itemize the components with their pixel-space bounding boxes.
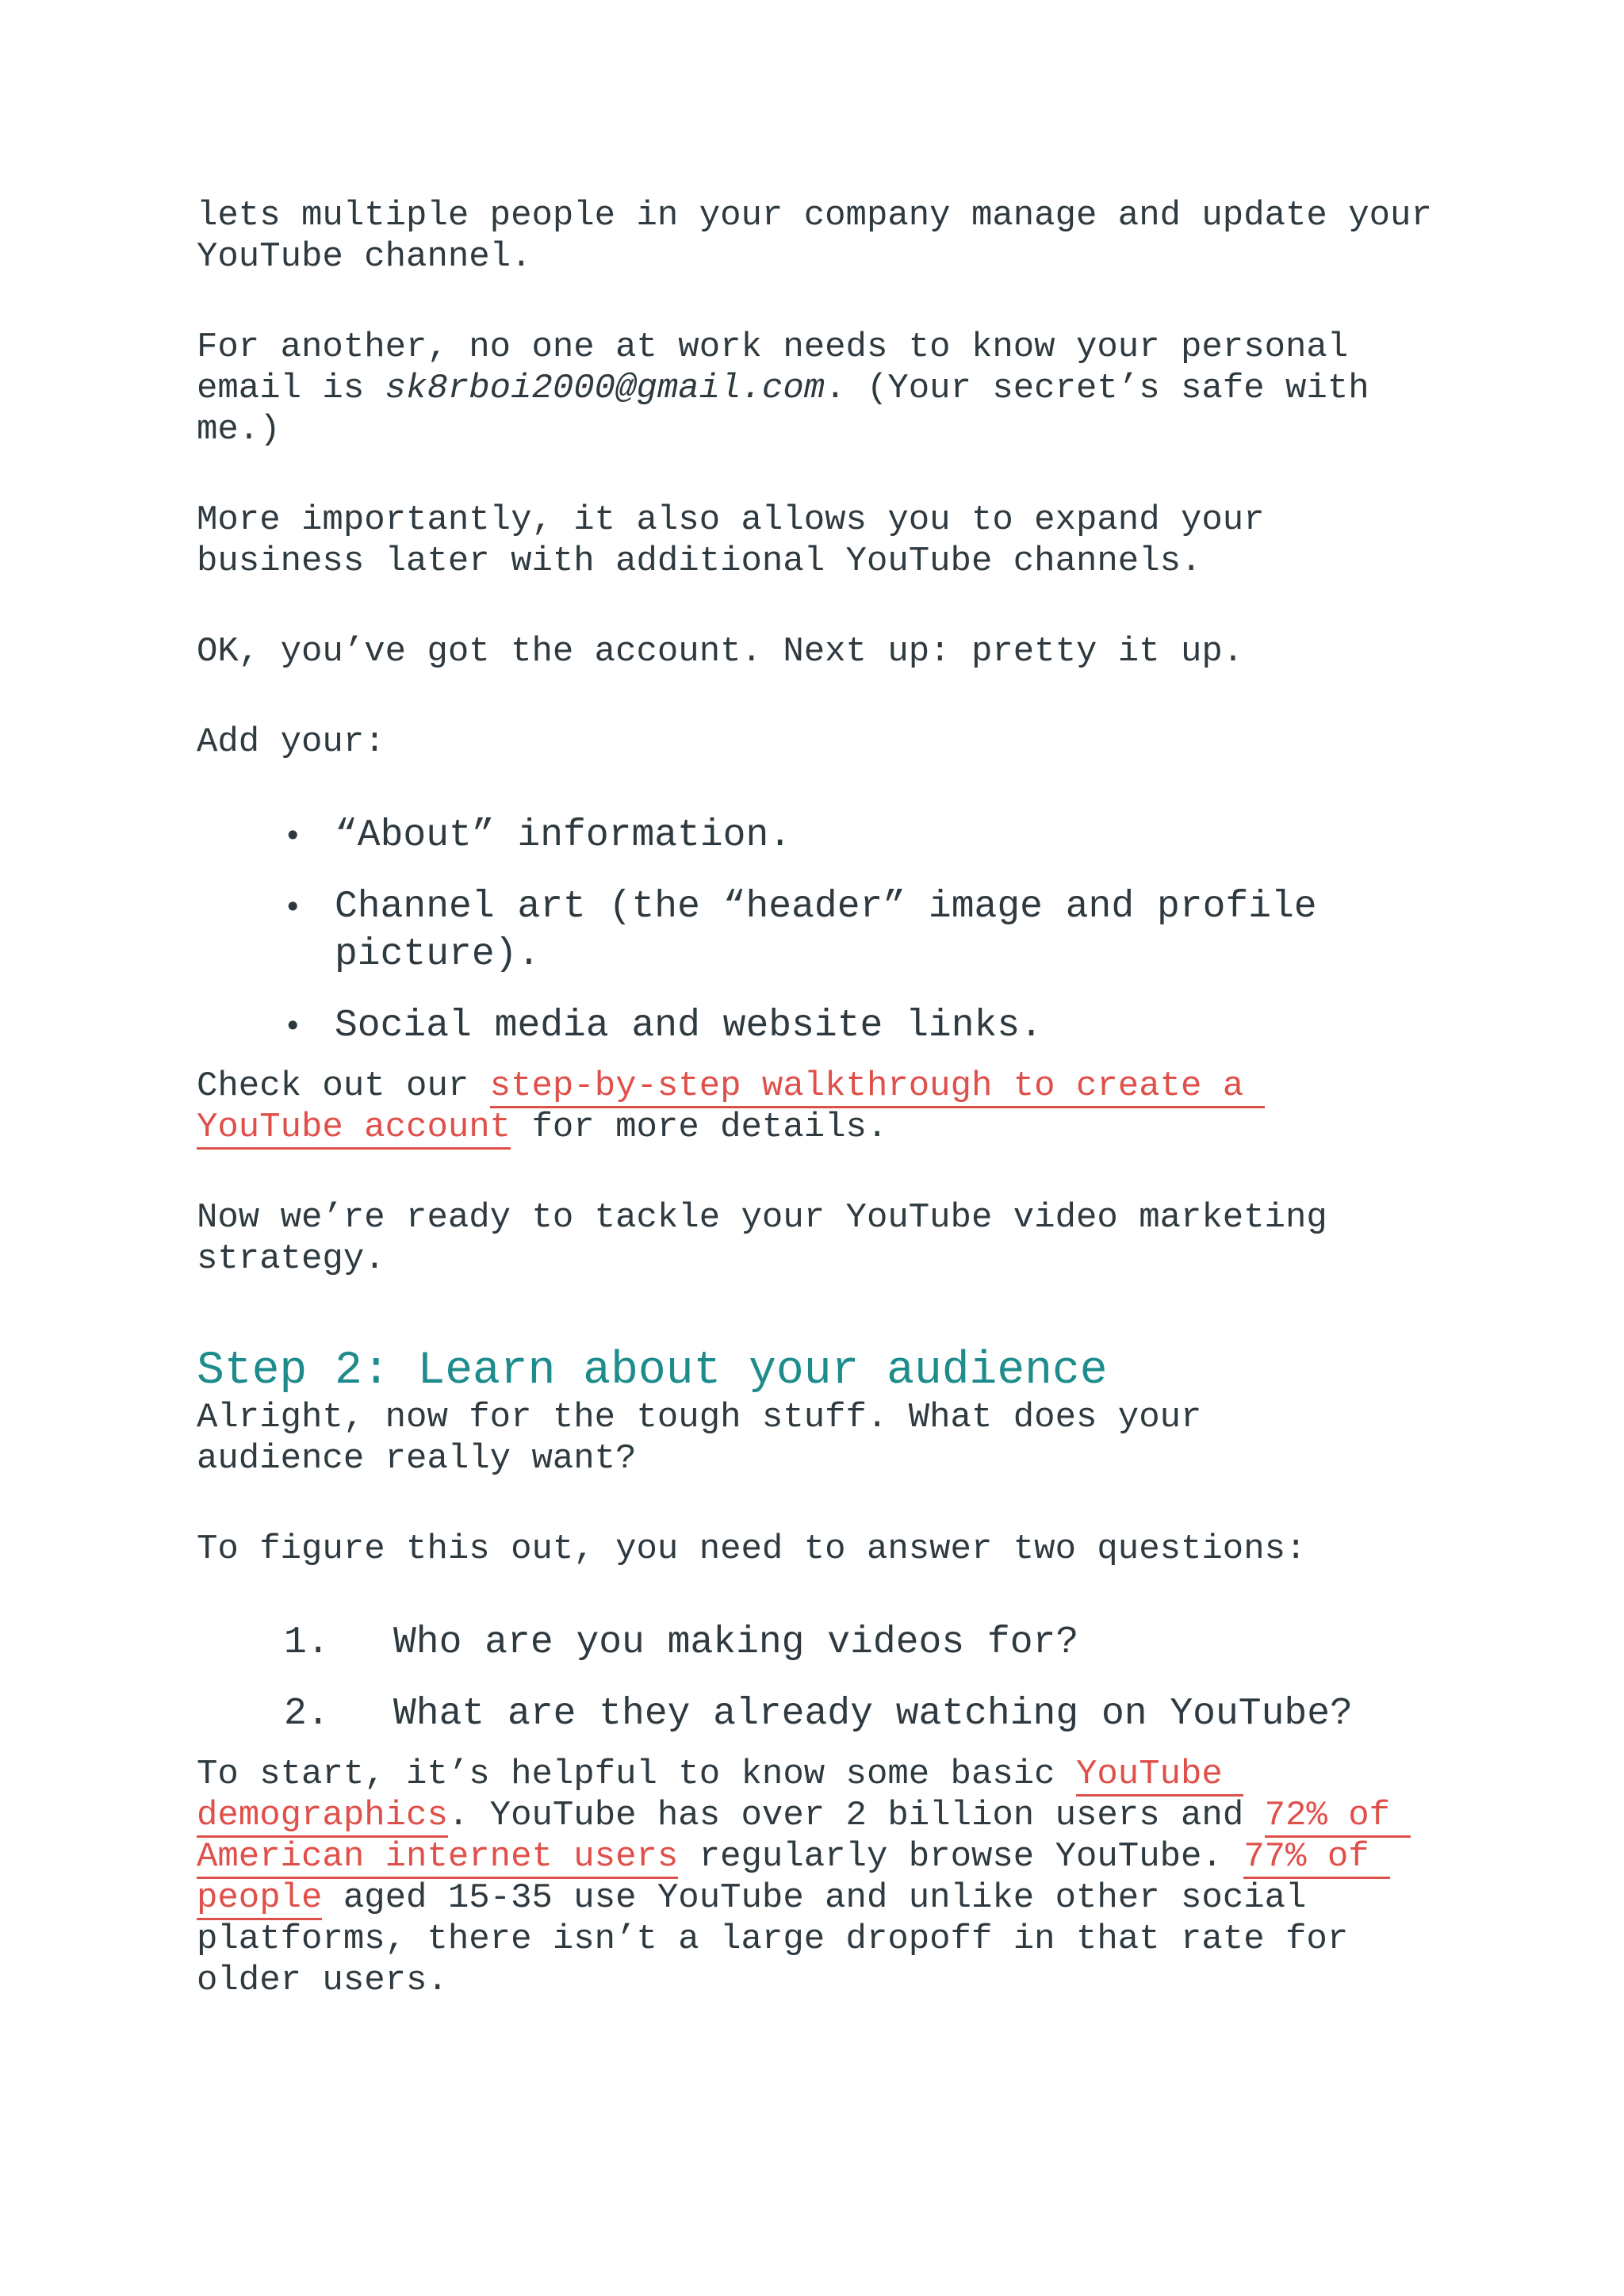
paragraph-figure-out: To figure this out, you need to answer two questions: xyxy=(197,1529,1307,1569)
paragraph-tough-stuff: Alright, now for the tough stuff. What does your audience really want? xyxy=(197,1398,1223,1479)
paragraph-add-your: Add your: xyxy=(197,722,385,762)
email-address: sk8rboi2000@gmail.com xyxy=(385,369,825,408)
paragraph-expand-business: More importantly, it also allows you to expand your business later with additional YouTube channels. xyxy=(197,500,1286,581)
paragraph-pretty-it-up: OK, you’ve got the account. Next up: pretty it up. xyxy=(197,632,1244,672)
youtube-demographics-link[interactable]: YouTube demographics xyxy=(197,1755,1243,1838)
document-body xyxy=(197,195,1454,2001)
walkthrough-link[interactable]: step-by-step walkthrough to create a YouTube account xyxy=(197,1066,1265,1150)
paragraph-text: . YouTube has over 2 billion users and xyxy=(447,1796,1265,1835)
list-item xyxy=(197,1002,1450,1050)
paragraph-demographics xyxy=(197,1754,1434,2001)
list-item xyxy=(197,1619,1450,1667)
bullet-icon: • xyxy=(284,890,302,924)
american-internet-users-link[interactable]: 72% of American internet users xyxy=(197,1796,1411,1879)
paragraph-personal-email xyxy=(197,327,1418,450)
list-item xyxy=(197,812,1450,859)
list-number: 1. xyxy=(284,1621,330,1664)
list-item-text: Who are you making videos for? xyxy=(393,1621,1079,1664)
list-item-text: Social media and website links. xyxy=(335,1004,1043,1047)
step2-heading: Step 2: Learn about your audience xyxy=(197,1345,1108,1397)
list-item xyxy=(197,883,1450,978)
list-number: 2. xyxy=(284,1693,330,1735)
paragraph-text: aged 15-35 use YouTube and unlike other social platforms, there isn’t a large dropoff in that rate for older users. xyxy=(197,1878,1369,2000)
paragraph-ready-to-tackle: Now we’re ready to tackle your YouTube video marketing strategy. xyxy=(197,1198,1349,1279)
paragraph-text: . (Your secret’s safe with me.) xyxy=(197,369,1391,450)
list-item xyxy=(197,1690,1450,1738)
bullet-icon: • xyxy=(284,1008,302,1043)
paragraph-text: regularly browse YouTube. xyxy=(678,1837,1244,1877)
bullet-icon: • xyxy=(284,818,302,853)
paragraph-text: To start, it’s helpful to know some basic xyxy=(197,1755,1076,1794)
paragraph-company-manage: lets multiple people in your company manage and update your YouTube channel. xyxy=(197,196,1454,277)
questions-list xyxy=(197,1619,1450,1738)
list-item-text: What are they already watching on YouTube? xyxy=(393,1693,1353,1735)
bullet-list xyxy=(197,812,1450,1050)
paragraph-check-out xyxy=(197,1066,1354,1148)
paragraph-text: For another, no one at work needs to know your personal email is xyxy=(197,327,1369,408)
paragraph-text: Check out our xyxy=(197,1066,490,1106)
list-item-text: “About” information. xyxy=(335,814,792,857)
people-percentage-link[interactable]: 77% of people xyxy=(197,1837,1390,1920)
paragraph-text: for more details. xyxy=(511,1108,888,1147)
list-item-text: Channel art (the “header” image and profile picture). xyxy=(335,886,1317,976)
